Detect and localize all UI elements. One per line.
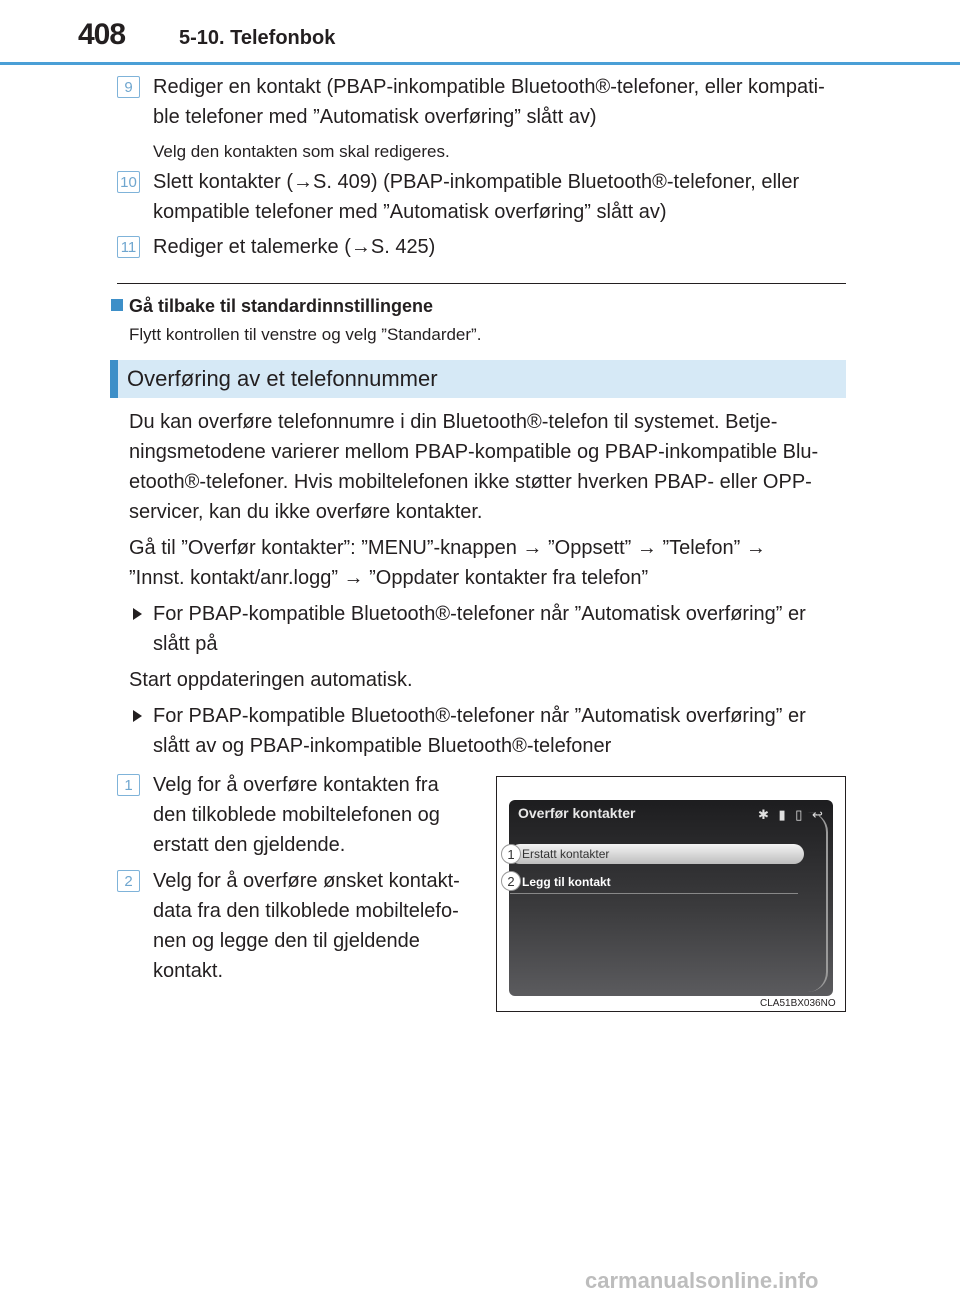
header-rule xyxy=(0,62,960,65)
option-add-label: Legg til kontakt xyxy=(522,875,611,889)
para1-line-4: servicer, kan du ikke overføre kontakter. xyxy=(129,501,483,523)
item-9-line-2: ble telefoner med ”Automatisk overføring” slått av) xyxy=(153,106,597,128)
step-number-2: 2 xyxy=(117,870,140,892)
callout-2: 2 xyxy=(501,871,521,891)
status-icons: ✱ ▮ ▯ ↩ xyxy=(758,807,826,822)
section-band-accent xyxy=(110,360,118,398)
triangle-bullet-icon xyxy=(133,710,142,722)
reset-text: Flytt kontrollen til venstre og velg ”Standarder”. xyxy=(129,325,482,344)
bullet1-line-2: slått på xyxy=(153,633,218,655)
triangle-bullet-icon xyxy=(133,608,142,620)
item-10-line-2: kompatible telefoner med ”Automatisk overføring” slått av) xyxy=(153,201,667,223)
para1-line-1: Du kan overføre telefonnumre i din Bluetooth®-telefon til systemet. Betje- xyxy=(129,411,778,433)
section-title: Overføring av et telefonnummer xyxy=(127,366,438,391)
option-separator xyxy=(510,893,798,894)
page-number: 408 xyxy=(78,18,126,51)
figure-code: CLA51BX036NO xyxy=(760,998,836,1009)
item-9-line-1: Rediger en kontakt (PBAP-inkompatible Bluetooth®-telefoner, eller kompati- xyxy=(153,76,825,98)
option-add-contact[interactable] xyxy=(510,873,800,893)
bullet1-text: Start oppdateringen automatisk. xyxy=(129,669,413,691)
step2-line-4: kontakt. xyxy=(153,960,224,982)
step2-line-2: data fra den tilkoblede mobiltelefo- xyxy=(153,900,459,922)
para1-line-2: ningsmetodene varierer mellom PBAP-kompatible og PBAP-inkompatible Blu- xyxy=(129,441,819,463)
callout-1: 1 xyxy=(501,844,521,864)
step-number-1: 1 xyxy=(117,774,140,796)
screen-arc xyxy=(808,812,828,992)
para2-line-1: Gå til ”Overfør kontakter”: ”MENU”-knappen → ”Oppsett” → ”Telefon” → xyxy=(129,537,766,559)
item-11-line: Rediger et talemerke (→S. 425) xyxy=(153,236,436,258)
step1-line-1: Velg for å overføre kontakten fra xyxy=(153,774,439,796)
bullet2-line-2: slått av og PBAP-inkompatible Bluetooth®-telefoner xyxy=(153,735,612,757)
step2-line-1: Velg for å overføre ønsket kontakt- xyxy=(153,870,460,892)
display-screen xyxy=(509,800,833,996)
bullet2-line-1: For PBAP-kompatible Bluetooth®-telefoner når ”Automatisk overføring” er xyxy=(153,705,806,727)
chapter-title: 5-10. Telefonbok xyxy=(179,27,336,49)
item-number-11: 11 xyxy=(117,236,140,258)
option-replace-contacts[interactable] xyxy=(510,844,804,864)
item-10-line-1: Slett kontakter (→S. 409) (PBAP-inkompatible Bluetooth®-telefoner, eller xyxy=(153,171,800,193)
watermark: carmanualsonline.info xyxy=(585,1268,819,1293)
para2-line-2: ”Innst. kontakt/anr.logg” → ”Oppdater kontakter fra telefon” xyxy=(129,567,649,589)
item-9-note: Velg den kontakten som skal redigeres. xyxy=(153,142,450,161)
step2-line-3: nen og legge den til gjeldende xyxy=(153,930,420,952)
para1-line-3: etooth®-telefoner. Hvis mobiltelefonen ikke støtter hverken PBAP- eller OPP- xyxy=(129,471,812,493)
bullet1-line-1: For PBAP-kompatible Bluetooth®-telefoner når ”Automatisk overføring” er xyxy=(153,603,806,625)
screen-title: Overfør kontakter xyxy=(518,805,636,821)
divider xyxy=(117,283,846,284)
step1-line-2: den tilkoblede mobiltelefonen og xyxy=(153,804,440,826)
item-number-9: 9 xyxy=(117,76,140,98)
option-replace-label: Erstatt kontakter xyxy=(522,847,610,861)
step1-line-3: erstatt den gjeldende. xyxy=(153,834,346,856)
reset-heading: Gå tilbake til standardinnstillingene xyxy=(129,296,434,316)
square-bullet-icon xyxy=(111,299,123,311)
item-number-10: 10 xyxy=(117,171,140,193)
